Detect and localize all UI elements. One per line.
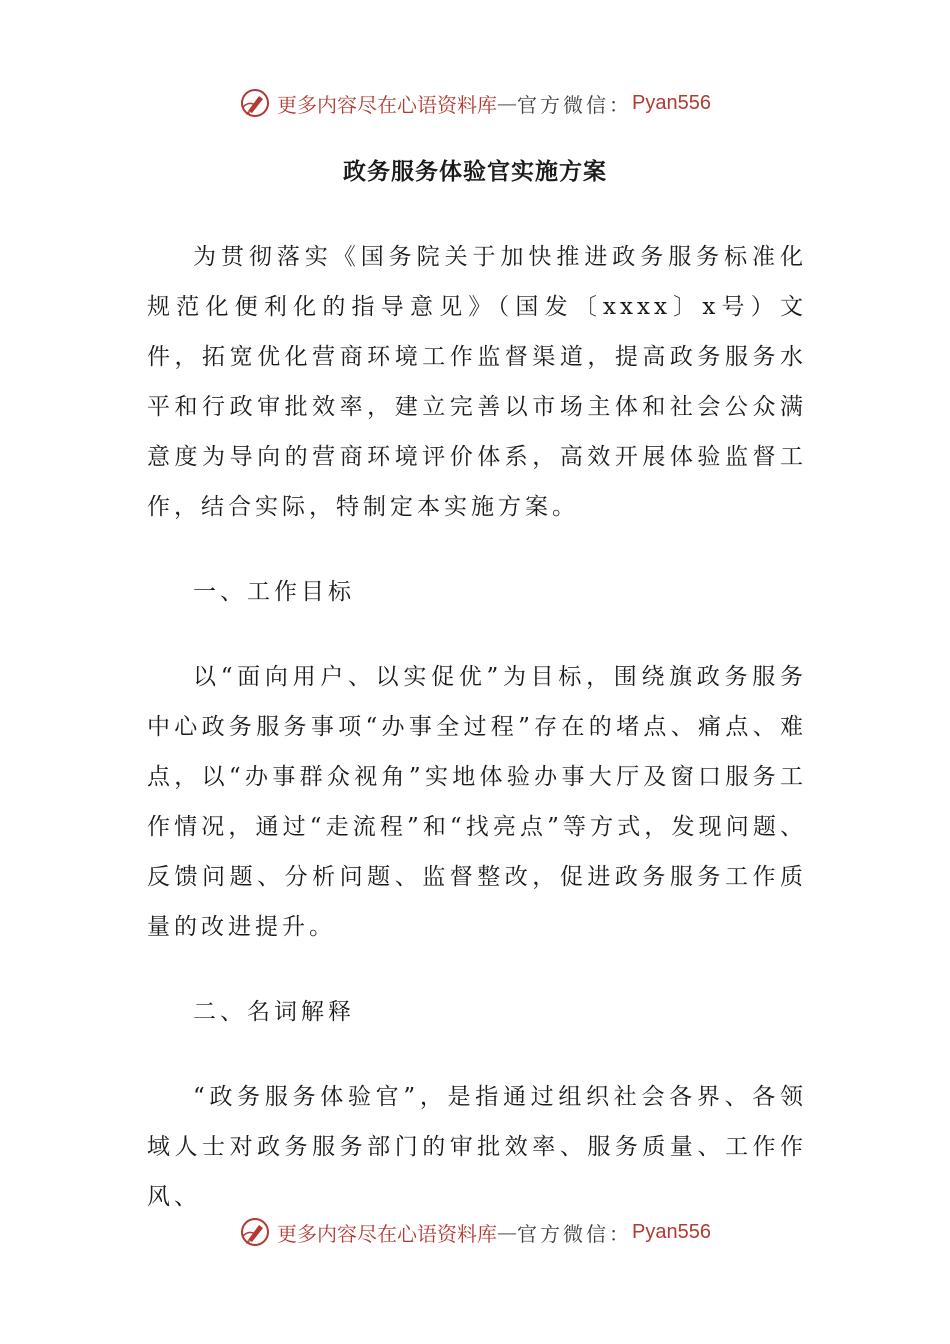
intro-paragraph: 为贯彻落实《国务院关于加快推进政务服务标准化规范化便利化的指导意见》（国发〔xxxx〕x号）文件，拓宽优化营商环境工作监督渠道，提高政务服务水平和行政审批效率，建立完善以市场主体和社会公众满意度为导向的营商环境评价体系，高效开展体验监督工作，结合实际，特制定本实施方案。 <box>147 244 807 520</box>
header-watermark-banner <box>0 83 950 123</box>
banner-wechat-id: Pyan556 <box>632 1220 711 1243</box>
document-title: 政务服务体验官实施方案 <box>343 158 607 185</box>
banner-slogan: 更多内容尽在心语资料库 <box>277 92 498 117</box>
section-heading-definitions: 二、名词解释 <box>193 999 355 1025</box>
pen-nib-circle-icon <box>239 87 271 119</box>
document-body <box>147 232 807 1222</box>
section-body-definitions: “政务服务体验官”，是指通过组织社会各界、各领域人士对政务服务部门的审批效率、服务质量、工作作风、 <box>147 1084 807 1210</box>
footer-watermark-banner <box>0 1212 950 1252</box>
banner-separator: — <box>497 91 518 115</box>
banner-wechat-label: 官方微信： <box>517 92 633 117</box>
section-heading-goals: 一、工作目标 <box>193 579 355 605</box>
banner-wechat-label: 官方微信： <box>517 1221 633 1246</box>
section-body-goals: 以“面向用户、以实促优”为目标，围绕旗政务服务中心政务服务事项“办事全过程”存在的堵点、痛点、难点，以“办事群众视角”实地体验办事大厅及窗口服务工作情况，通过“走流程”和“找亮点”等方式，发现问题、反馈问题、分析问题、监督整改，促进政务服务工作质量的改进提升。 <box>147 664 807 940</box>
banner-slogan: 更多内容尽在心语资料库 <box>277 1221 498 1246</box>
banner-separator: — <box>497 1220 518 1244</box>
pen-nib-circle-icon <box>239 1216 271 1248</box>
banner-wechat-id: Pyan556 <box>632 91 711 114</box>
